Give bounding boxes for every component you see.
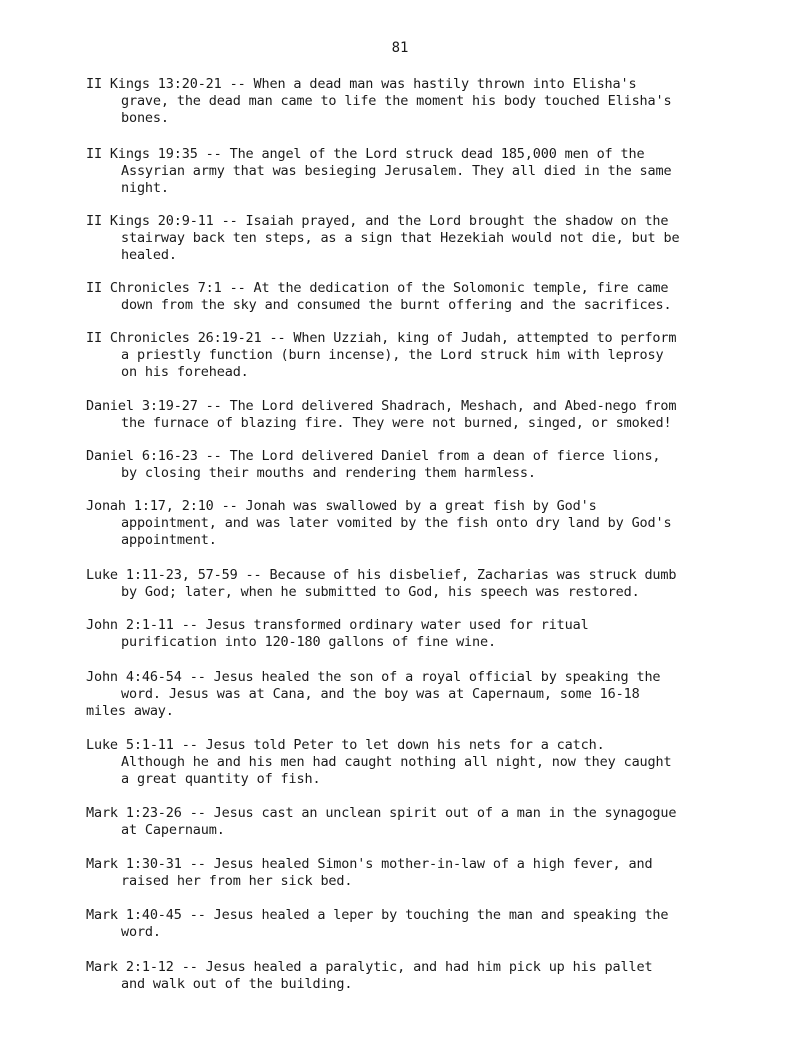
entry-line: Jonah 1:17, 2:10 -- Jonah was swallowed by a great fish by God's: [86, 498, 597, 514]
entry-line: II Kings 19:35 -- The angel of the Lord struck dead 185,000 men of the: [86, 146, 645, 162]
page-number: 81: [391, 40, 409, 56]
entry-line: word.: [121, 923, 161, 940]
entry-line: II Chronicles 26:19-21 -- When Uzziah, king of Judah, attempted to perform: [86, 330, 677, 346]
miracle-entry: [86, 669, 726, 719]
entry-line: Although he and his men had caught nothing all night, now they caught: [121, 753, 672, 770]
miracle-entry: [86, 737, 726, 787]
entry-line: grave, the dead man came to life the moment his body touched Elisha's: [121, 92, 672, 109]
entry-line: II Kings 20:9-11 -- Isaiah prayed, and the Lord brought the shadow on the: [86, 213, 669, 229]
entry-line: Luke 1:11-23, 57-59 -- Because of his disbelief, Zacharias was struck dumb: [86, 567, 677, 583]
entry-line: Luke 5:1-11 -- Jesus told Peter to let down his nets for a catch.: [86, 737, 605, 753]
entry-line: Mark 1:40-45 -- Jesus healed a leper by touching the man and speaking the: [86, 907, 669, 923]
entry-line: and walk out of the building.: [121, 975, 353, 992]
entry-line: night.: [121, 179, 169, 196]
entry-line: healed.: [121, 246, 177, 263]
entry-line: on his forehead.: [121, 363, 249, 380]
miracle-entry: [86, 448, 726, 482]
entry-line: John 4:46-54 -- Jesus healed the son of a royal official by speaking the: [86, 669, 661, 685]
miracle-entry: [86, 498, 726, 548]
entry-line: a great quantity of fish.: [121, 770, 321, 787]
miracle-entry: [86, 805, 726, 839]
entry-line: stairway back ten steps, as a sign that Hezekiah would not die, but be: [121, 229, 680, 246]
entry-line: Assyrian army that was besieging Jerusalem. They all died in the same: [121, 162, 672, 179]
entry-line: Daniel 3:19-27 -- The Lord delivered Shadrach, Meshach, and Abed-nego from: [86, 398, 677, 414]
miracle-entry: [86, 213, 726, 263]
entry-line: by closing their mouths and rendering them harmless.: [121, 464, 536, 481]
miracle-entry: [86, 146, 726, 196]
entry-line: Daniel 6:16-23 -- The Lord delivered Daniel from a dean of fierce lions,: [86, 448, 661, 464]
entry-line: Mark 1:30-31 -- Jesus healed Simon's mother-in-law of a high fever, and: [86, 856, 653, 872]
entry-line: the furnace of blazing fire. They were not burned, singed, or smoked!: [121, 414, 672, 431]
entry-line: raised her from her sick bed.: [121, 872, 353, 889]
miracle-entry: [86, 907, 726, 941]
miracle-entry: [86, 617, 726, 651]
entry-line: appointment.: [121, 531, 217, 548]
miracle-entry: [86, 280, 726, 314]
miracle-entry: [86, 398, 726, 432]
entry-line: by God; later, when he submitted to God, his speech was restored.: [121, 583, 640, 600]
miracle-entry: [86, 856, 726, 890]
miracle-entry: [86, 76, 726, 126]
miracle-entry: [86, 959, 726, 993]
entry-line: II Kings 13:20-21 -- When a dead man was hastily thrown into Elisha's: [86, 76, 637, 92]
entry-line: bones.: [121, 109, 169, 126]
miracle-entry: [86, 567, 726, 601]
entry-line: purification into 120-180 gallons of fine wine.: [121, 633, 496, 650]
entry-line: word. Jesus was at Cana, and the boy was at Capernaum, some 16-18: [121, 685, 640, 702]
entry-line: a priestly function (burn incense), the Lord struck him with leprosy: [121, 346, 664, 363]
entry-line: Mark 1:23-26 -- Jesus cast an unclean spirit out of a man in the synagogue: [86, 805, 677, 821]
entry-line: II Chronicles 7:1 -- At the dedication of the Solomonic temple, fire came: [86, 280, 669, 296]
miracle-entry: [86, 330, 726, 380]
entry-line: miles away.: [86, 702, 174, 719]
entry-line: at Capernaum.: [121, 821, 225, 838]
entry-line: Mark 2:1-12 -- Jesus healed a paralytic, and had him pick up his pallet: [86, 959, 653, 975]
entry-line: appointment, and was later vomited by the fish onto dry land by God's: [121, 514, 672, 531]
entry-line: John 2:1-11 -- Jesus transformed ordinary water used for ritual: [86, 617, 589, 633]
entry-line: down from the sky and consumed the burnt offering and the sacrifices.: [121, 296, 672, 313]
